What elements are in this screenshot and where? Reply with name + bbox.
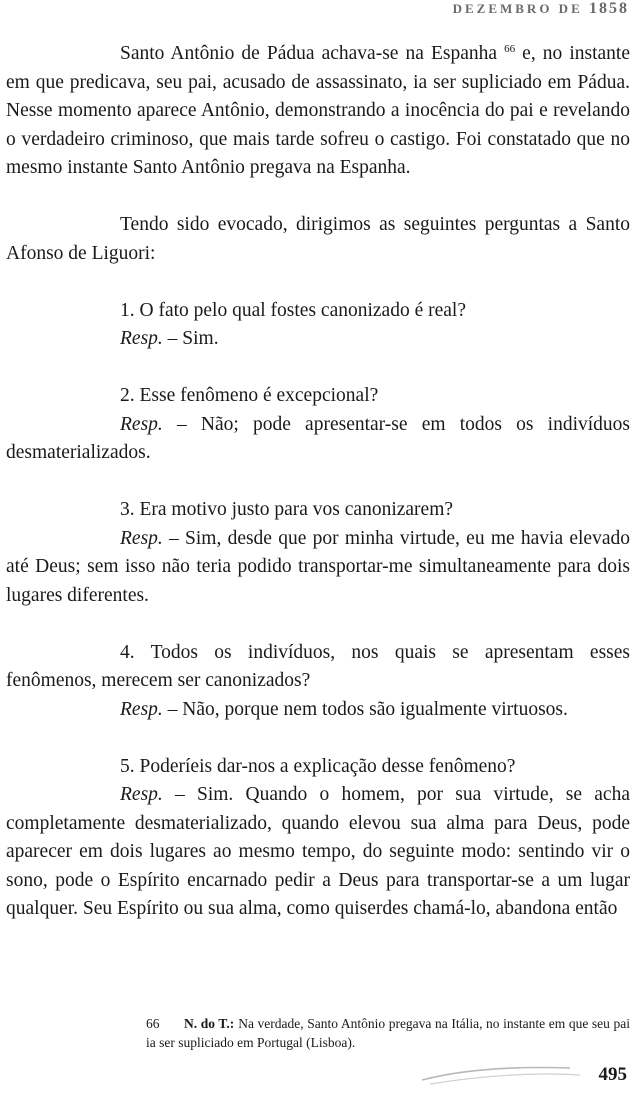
answer-4-text: – Não, porque nem todos são igualmente virtuosos. [162, 698, 568, 720]
answer-2 [6, 411, 630, 468]
question-5: 5. Poderíeis dar-nos a explicação desse fenômeno? [120, 755, 516, 777]
page-ornament-swoosh [420, 1058, 590, 1088]
footnote-reference: 66 [504, 43, 516, 55]
paragraph-1-text-a: Santo Antônio de Pádua achava-se na Espanha [120, 43, 505, 64]
paragraph-2: Tendo sido evocado, dirigimos as seguintes perguntas a Santo Afonso de Liguori: [6, 214, 630, 264]
question-2: 2. Esse fenômeno é excepcional? [120, 385, 379, 406]
answer-5-text: – Sim. Quando o homem, por sua virtude, se acha completamente desmaterializado, quando elevou sua alma para Deus, pode aparecer em dois lugares ao mesmo tempo, do seguinte modo: sentindo vir o sono, pode o Espírito encarnado pedir a Deus para transportar-se a um lugar qualquer. Seu Espírito ou sua alma, como quiserdes chamá-lo, abandona então [6, 784, 630, 919]
paragraph-1-text-b: e, no instante em que predicava, seu pai, acusado de assassinato, ia ser supliciado em Pádua. Nesse momento aparece Antônio, demonstrando a inocência do pai e revelando o verdadeiro criminoso, que mais tarde sofreu o castigo. Foi constatado que no mesmo instante Santo Antônio pregava na Espanha. [6, 43, 630, 178]
answer-1-text: – Sim. [162, 328, 219, 349]
paragraph-1 [6, 40, 630, 183]
running-header [453, 0, 629, 20]
body-text [6, 40, 630, 924]
resp-label: Resp. [120, 698, 163, 720]
footnote [146, 1014, 630, 1052]
resp-label: Resp. [120, 527, 163, 549]
answer-5 [6, 781, 630, 924]
running-title: DEZEMBRO DE [452, 1, 583, 16]
footnote-text: Na verdade, Santo Antônio pregava na Itália, no instante em que seu pai ia ser supliciado em Portugal (Lisboa). [146, 1016, 630, 1050]
answer-4 [6, 696, 630, 725]
running-year: 1858 [589, 0, 629, 17]
question-1: 1. O fato pelo qual fostes canonizado é real? [120, 299, 466, 321]
resp-label: Resp. [120, 413, 163, 435]
resp-label: Resp. [120, 328, 163, 349]
footnote-label: N. do T.: [184, 1016, 235, 1031]
footnote-number: 66 [146, 1016, 160, 1031]
answer-3 [6, 525, 630, 611]
page-number: 495 [598, 1064, 627, 1085]
resp-label: Resp. [120, 784, 163, 805]
answer-1 [6, 325, 630, 354]
answer-3-text: – Sim, desde que por minha virtude, eu me havia elevado até Deus; sem isso não teria podido transportar-me simultaneamente para dois lugares diferentes. [6, 527, 630, 606]
question-3: 3. Era motivo justo para vos canonizarem? [120, 499, 454, 520]
answer-2-text: – Não; pode apresentar-se em todos os indivíduos desmaterializados. [6, 413, 630, 463]
question-4: 4. Todos os indivíduos, nos quais se apresentam esses fenômenos, merecem ser canonizados? [6, 641, 630, 691]
